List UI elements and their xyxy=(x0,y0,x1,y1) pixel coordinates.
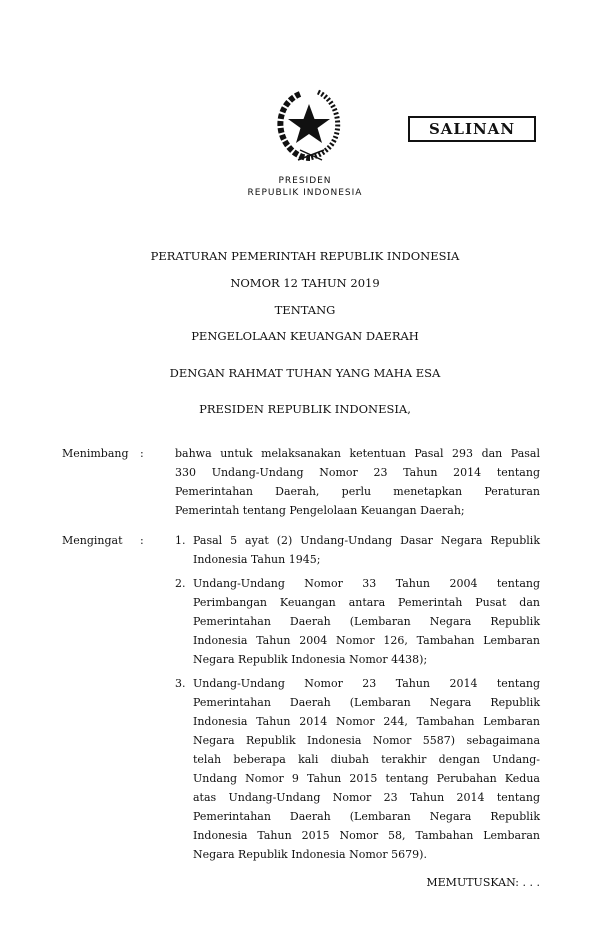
issuer: PRESIDEN REPUBLIK INDONESIA, xyxy=(199,402,411,416)
text-line: Pemerintahan Daerah, perlu menetapkan Peraturan xyxy=(175,485,540,498)
mengingat-list xyxy=(175,531,540,869)
list-item-text xyxy=(193,531,540,569)
text-line: Negara Republik Indonesia Nomor 5587) sebagaimana xyxy=(193,734,540,747)
text-line: atas Undang-Undang Nomor 23 Tahun 2014 tentang xyxy=(193,791,540,804)
list-item xyxy=(175,574,540,669)
regulation-number: NOMOR 12 TAHUN 2019 xyxy=(230,276,380,290)
text-line: Pemerintahan Daerah (Lembaran Negara Republik xyxy=(193,696,540,709)
list-item-number: 1. xyxy=(175,534,186,547)
list-item-number: 3. xyxy=(175,677,186,690)
text-line: Negara Republik Indonesia Nomor 5679). xyxy=(193,848,427,861)
presidential-seal-icon xyxy=(270,86,348,164)
office-line-2: REPUBLIK INDONESIA xyxy=(247,188,363,198)
mengingat-colon: : xyxy=(140,534,144,547)
text-line: Negara Republik Indonesia Nomor 4438); xyxy=(193,653,428,666)
text-line: Pasal 5 ayat (2) Undang-Undang Dasar Negara Republik xyxy=(193,534,540,547)
text-line: Pemerintah tentang Pengelolaan Keuangan Daerah; xyxy=(175,504,465,517)
office-line-1: PRESIDEN xyxy=(278,176,332,186)
text-line: Undang-Undang Nomor 33 Tahun 2004 tentang xyxy=(193,577,540,590)
text-line: telah beberapa kali diubah terakhir dengan Undang- xyxy=(193,753,540,766)
menimbang-body xyxy=(175,444,540,520)
regulation-about: TENTANG xyxy=(274,303,336,317)
list-item xyxy=(175,531,540,569)
list-item-number: 2. xyxy=(175,577,186,590)
list-item xyxy=(175,674,540,864)
salinan-badge: SALINAN xyxy=(408,116,536,142)
text-line: Indonesia Tahun 2004 Nomor 126, Tambahan Lembaran xyxy=(193,634,540,647)
text-line: Undang-Undang Nomor 23 Tahun 2014 tentang xyxy=(193,677,540,690)
list-item-text xyxy=(193,674,540,864)
text-line: Pemerintahan Daerah (Lembaran Negara Republik xyxy=(193,615,540,628)
text-line: Indonesia Tahun 2015 Nomor 58, Tambahan Lembaran xyxy=(193,829,540,842)
menimbang-colon: : xyxy=(140,447,144,460)
next-page-marker: MEMUTUSKAN: . . . xyxy=(426,876,540,889)
list-item-text xyxy=(193,574,540,669)
mengingat-label: Mengingat xyxy=(62,534,123,547)
text-line: Perimbangan Keuangan antara Pemerintah Pusat dan xyxy=(193,596,540,609)
text-line: Undang Nomor 9 Tahun 2015 tentang Perubahan Kedua xyxy=(193,772,540,785)
regulation-title: PERATURAN PEMERINTAH REPUBLIK INDONESIA xyxy=(150,249,460,263)
menimbang-label: Menimbang xyxy=(62,447,129,460)
text-line: Indonesia Tahun 1945; xyxy=(193,553,321,566)
text-line: 330 Undang-Undang Nomor 23 Tahun 2014 tentang xyxy=(175,466,540,479)
regulation-subject: PENGELOLAAN KEUANGAN DAERAH xyxy=(191,329,419,343)
text-line: bahwa untuk melaksanakan ketentuan Pasal 293 dan Pasal xyxy=(175,447,540,460)
text-line: Indonesia Tahun 2014 Nomor 244, Tambahan Lembaran xyxy=(193,715,540,728)
invocation: DENGAN RAHMAT TUHAN YANG MAHA ESA xyxy=(169,366,441,380)
text-line: Pemerintahan Daerah (Lembaran Negara Republik xyxy=(193,810,540,823)
